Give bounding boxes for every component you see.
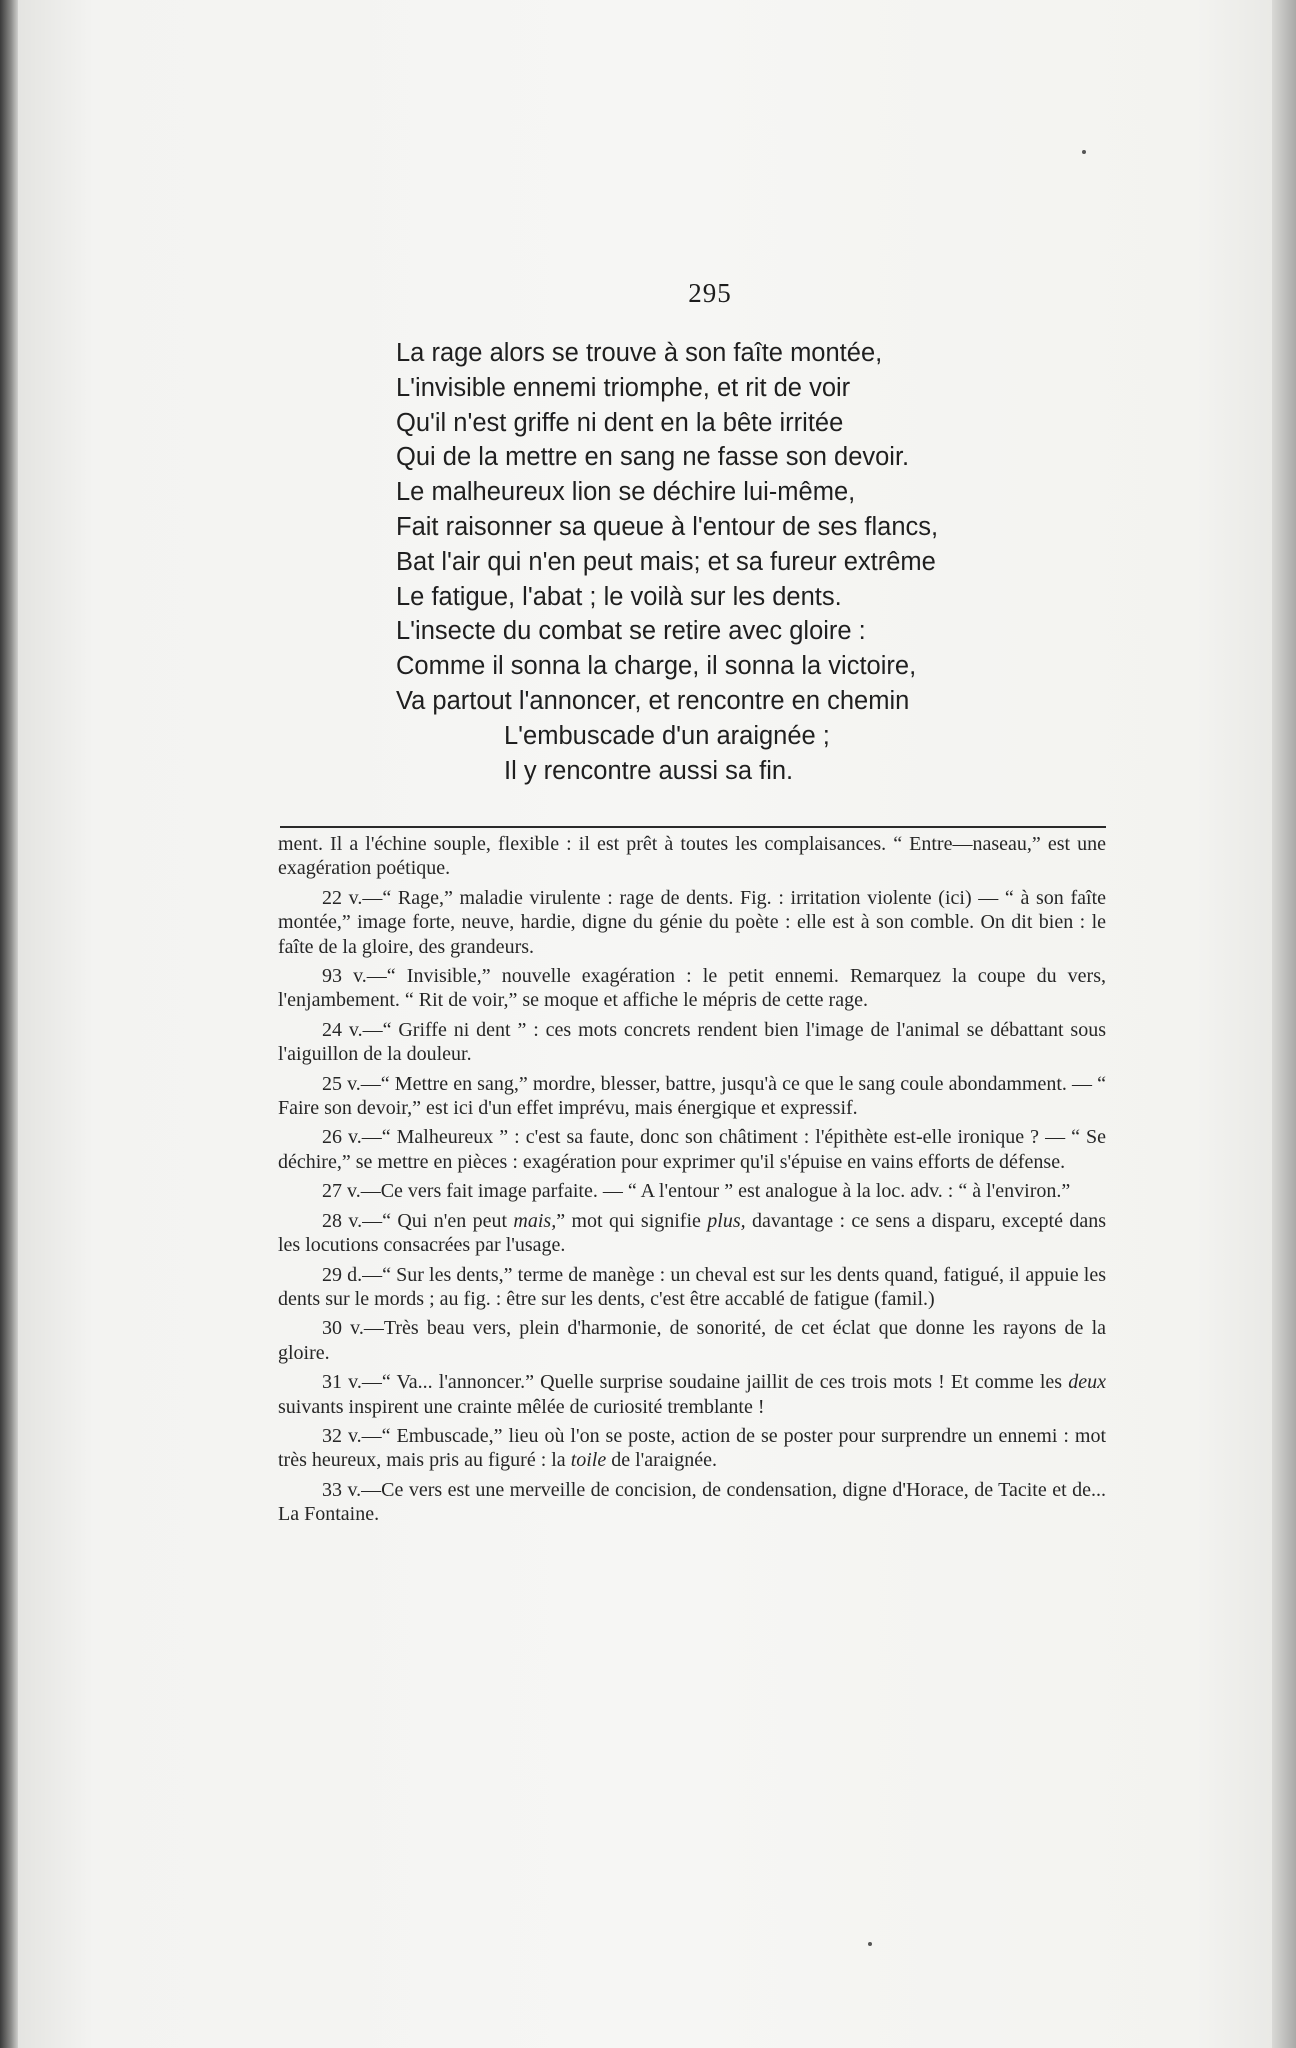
scan-speck: [1082, 150, 1086, 154]
poem-line: Qui de la mettre en sang ne fasse son devoir.: [396, 443, 910, 472]
note-28-text-c: davantage : ce sens a disparu, excepté dans les locutions consacrées par l'usage.: [278, 1209, 1107, 1257]
note-29: 29 d.—“ Sur les dents,” terme de manège : un cheval est sur les dents quand, fatigué, il appuie les dents sur le mords ; au fig. : être sur les dents, c'est être accablé de fatigue (famil.): [278, 1263, 1106, 1310]
poem-line: Bat l'air qui n'en peut mais; et sa fureur extrême: [396, 547, 936, 576]
poem-line: L'embuscade d'un araignée ;: [504, 721, 830, 750]
note-continuation: ment. Il a l'échine souple, flexible : il est prêt à toutes les complaisances. “ Entre—naseau,” est une exagération poétique.: [278, 833, 1106, 880]
note-31-italic-deux: deux: [1068, 1371, 1106, 1394]
footnote-separator-rule: [280, 826, 1106, 828]
poem-line: Il y rencontre aussi sa fin.: [504, 756, 794, 785]
poem-line: L'insecte du combat se retire avec gloire :: [396, 617, 866, 646]
note-31-text-a: 31 v.—“ Va... l'annoncer.” Quelle surprise soudaine jaillit de ces trois mots ! Et comme les: [322, 1371, 1069, 1394]
poem-stanza: [396, 336, 1116, 788]
note-32-text-a: 32 v.—“ Embuscade,” lieu où l'on se poste, action de se poster pour surprendre un ennemi : mot très heureux, mais pris au figuré : la: [278, 1424, 1106, 1472]
note-28-text-a: 28 v.—“ Qui n'en peut: [322, 1209, 514, 1232]
note-28-italic-plus: plus,: [707, 1209, 746, 1232]
note-28: [278, 1209, 1106, 1258]
note-31: [278, 1370, 1106, 1419]
poem-line: La rage alors se trouve à son faîte montée,: [396, 339, 883, 367]
note-33: 33 v.—Ce vers est une merveille de concision, de condensation, digne d'Horace, de Tacite et de... La Fontaine.: [278, 1478, 1106, 1526]
note-31-text-b: suivants inspirent une crainte mêlée de curiosité tremblante !: [278, 1395, 765, 1418]
poem-line: Va partout l'annoncer, et rencontre en chemin: [396, 686, 910, 715]
note-24: 24 v.—“ Griffe ni dent ” : ces mots concrets rendent bien l'image de l'animal se débattant sous l'aiguillon de la douleur.: [278, 1018, 1106, 1066]
note-26: 26 v.—“ Malheureux ” : c'est sa faute, donc son châtiment : l'épithète est-elle ironique ? — “ Se déchire,” se mettre en pièces : exagération pour exprimer qu'il s'épuise en vains efforts de défense.: [278, 1126, 1106, 1173]
note-28-italic-mais: mais,: [513, 1209, 557, 1232]
page-number: 295: [688, 278, 732, 308]
note-32: [278, 1424, 1106, 1473]
note-30: 30 v.—Très beau vers, plein d'harmonie, de sonorité, de cet éclat que donne les rayons de la gloire.: [278, 1317, 1106, 1364]
poem-line: L'invisible ennemi triomphe, et rit de voir: [396, 373, 851, 402]
poem-line: Le fatigue, l'abat ; le voilà sur les dents.: [396, 582, 842, 611]
poem-line: Fait raisonner sa queue à l'entour de ses flancs,: [396, 512, 939, 541]
poem-line: Le malheureux lion se déchire lui-même,: [396, 478, 856, 507]
note-27: 27 v.—Ce vers fait image parfaite. — “ A l'entour ” est analogue à la loc. adv. : “ à l'environ.”: [322, 1180, 1071, 1203]
scan-speck: [868, 1942, 872, 1946]
note-32-text-b: de l'araignée.: [606, 1449, 717, 1472]
note-23: 93 v.—“ Invisible,” nouvelle exagération : le petit ennemi. Remarquez la coupe du vers, l'enjambement. “ Rit de voir,” se moque et affiche le mépris de cette rage.: [278, 965, 1106, 1012]
poem-line: Comme il sonna la charge, il sonna la victoire,: [396, 652, 917, 681]
note-32-italic-toile: toile: [570, 1449, 607, 1472]
note-22: 22 v.—“ Rage,” maladie virulente : rage de dents. Fig. : irritation violente (ici) — “ à son faîte montée,” image forte, neuve, hardie, digne du génie du poète : elle est à son comble. On dit bien : le faîte de la gloire, des grandeurs.: [278, 886, 1106, 958]
poem-line: Qu'il n'est griffe ni dent en la bête irritée: [396, 408, 844, 437]
footnotes: [278, 832, 1106, 1532]
note-28-text-b: ” mot qui signifie: [556, 1209, 708, 1232]
note-25: 25 v.—“ Mettre en sang,” mordre, blesser, battre, jusqu'à ce que le sang coule abondamment. — “ Faire son devoir,” est ici d'un effet imprévu, mais énergique et expressif.: [278, 1072, 1106, 1120]
